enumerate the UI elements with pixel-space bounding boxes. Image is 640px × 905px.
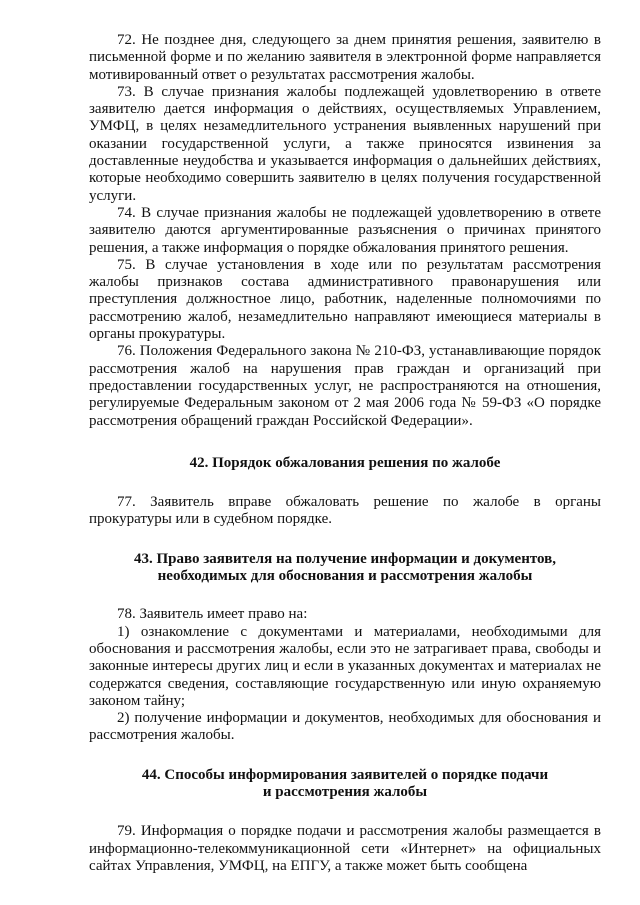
- section-44-heading: [89, 767, 601, 802]
- section-42-heading: 42. Порядок обжалования решения по жалобе: [189, 454, 501, 471]
- paragraph-73: 73. В случае признания жалобы подлежащей удовлетворению в ответе заявителю дается информация о действиях, осуществляемых Управлением, УМФЦ, в целях незамедлительного устранения выявленных нарушений при оказании государственной услуги, а также приносятся извинения за доставленные неудобства и указывается информация о дальнейших действиях, которые необходимо совершить заявителю в целях получения государственной услуги.: [89, 83, 601, 204]
- document-page: [89, 32, 601, 875]
- paragraph-74: 74. В случае признания жалобы не подлежащей удовлетворению в ответе заявителю даются аргументированные разъяснения о причинах принятого решения, а также информация о порядке обжалования принятого решения.: [89, 204, 601, 256]
- section-43-heading-line-2: необходимых для обоснования и рассмотрения жалобы: [157, 568, 533, 585]
- paragraph-77: 77. Заявитель вправе обжаловать решение по жалобе в органы прокуратуры или в судебном порядке.: [89, 494, 601, 528]
- section-43-heading-line-1: 43. Право заявителя на получение информации и документов,: [134, 550, 556, 567]
- paragraph-76: 76. Положения Федерального закона № 210-ФЗ, устанавливающие порядок рассмотрения жалоб на нарушения прав граждан и организаций при предоставлении государственных услуг, не распространяются на отношения, регулируемые Федеральным законом от 2 мая 2006 года № 59-ФЗ «О порядке рассмотрения обращений граждан Российской Федерации».: [89, 343, 601, 429]
- paragraph-75: 75. В случае установления в ходе или по результатам рассмотрения жалобы признаков состава административного правонарушения или преступления должностное лицо, работник, наделенные полномочиями по рассмотрению жалоб, незамедлительно направляют имеющиеся материалы в органы прокуратуры.: [89, 256, 601, 343]
- paragraph-72: 72. Не позднее дня, следующего за днем принятия решения, заявителю в письменной форме и по желанию заявителя в электронной форме направляется мотивированный ответ о результатах рассмотрения жалобы.: [89, 32, 601, 83]
- section-43-heading: [89, 551, 601, 586]
- paragraph-78-item-1: 1) ознакомление с документами и материалами, необходимыми для обоснования и рассмотрения жалобы, если это не затрагивает права, свободы и законные интересы других лиц и если в указанных документах и материалах не содержатся сведения, составляющие государственную или иную охраняемую законом тайну;: [89, 623, 601, 709]
- section-44-heading-line-2: и рассмотрения жалобы: [262, 783, 428, 800]
- paragraph-78-item-2: 2) получение информации и документов, необходимых для обоснования и рассмотрения жалобы.: [89, 710, 601, 744]
- paragraph-78: 78. Заявитель имеет право на:: [117, 606, 308, 623]
- paragraph-79: 79. Информация о порядке подачи и рассмотрения жалобы размещается в информационно-телекоммуникационной сети «Интернет» на официальных сайтах Управления, УМФЦ, на ЕПГУ, а также может быть сообщена: [89, 823, 601, 874]
- section-44-heading-line-1: 44. Способы информирования заявителей о порядке подачи: [141, 766, 549, 783]
